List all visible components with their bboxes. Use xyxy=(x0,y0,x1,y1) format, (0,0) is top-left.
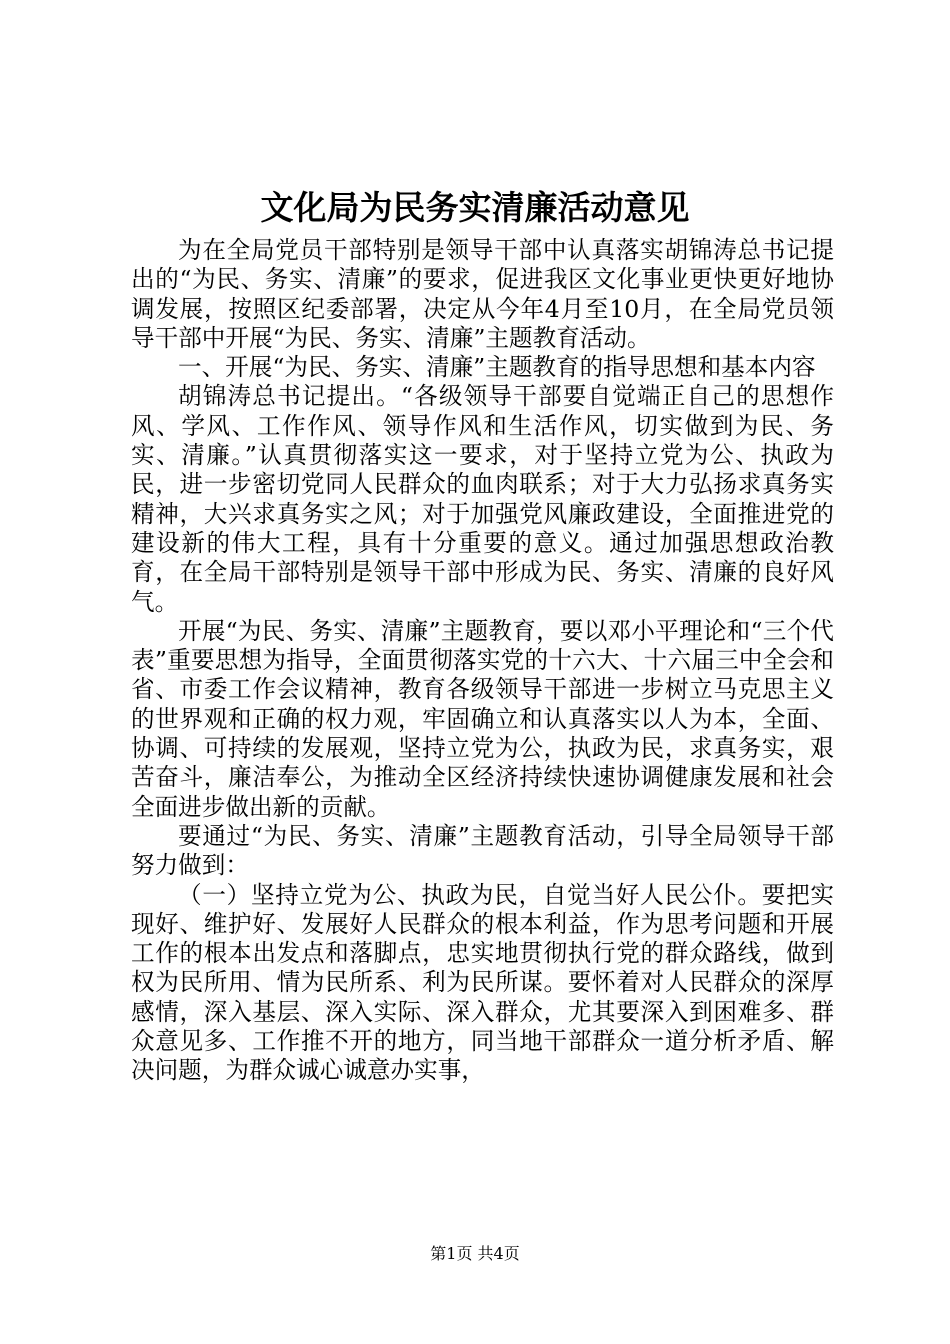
paragraph-guiding-thought: 开展“为民、务实、清廉”主题教育，要以邓小平理论和“三个代表”重要思想为指导，全面贯彻落实党的十六大、十六届三中全会和省、市委工作会议精神，教育各级领导干部进一步树立马克思主义的世界观和正确的权力观，牢固确立和认真落实以人为本，全面、协调、可持续的发展观，坚持立党为公，执政为民，求真务实，艰苦奋斗，廉洁奉公，为推动全区经济持续快速协调健康发展和社会全面进步做出新的贡献。 xyxy=(131,616,834,821)
paragraph-intro: 为在全局党员干部特别是领导干部中认真落实胡锦涛总书记提出的“为民、务实、清廉”的要求，促进我区文化事业更快更好地协调发展，按照区纪委部署，决定从今年4月至10月，在全局党员领导干部中开展“为民、务实、清廉”主题教育活动。 xyxy=(131,236,834,352)
paragraph-section-heading: 一、开展“为民、务实、清廉”主题教育的指导思想和基本内容 xyxy=(178,353,816,382)
page-footer: 第1页 共4页 xyxy=(430,1244,520,1263)
paragraph-goals-intro: 要通过“为民、务实、清廉”主题教育活动，引导全局领导干部努力做到： xyxy=(131,821,834,880)
paragraph-item-one: （一）坚持立党为公、执政为民，自觉当好人民公仆。要把实现好、维护好、发展好人民群众的根本利益，作为思考问题和开展工作的根本出发点和落脚点，忠实地贯彻执行党的群众路线，做到权为民所用、情为民所系、利为民所谋。要怀着对人民群众的深厚感情，深入基层、深入实际、深入群众，尤其要深入到困难多、群众意见多、工作推不开的地方，同当地干部群众一道分析矛盾、解决问题，为群众诚心诚意办实事， xyxy=(131,880,834,1085)
document-body xyxy=(131,236,834,1086)
paragraph-hu-quote: 胡锦涛总书记提出。“各级领导干部要自觉端正自己的思想作风、学风、工作作风、领导作风和生活作风，切实做到为民、务实、清廉。”认真贯彻落实这一要求，对于坚持立党为公、执政为民，进一步密切党同人民群众的血肉联系；对于大力弘扬求真务实精神，大兴求真务实之风；对于加强党风廉政建设，全面推进党的建设新的伟大工程，具有十分重要的意义。通过加强思想政治教育，在全局干部特别是领导干部中形成为民、务实、清廉的良好风气。 xyxy=(131,382,834,616)
document-title: 文化局为民务实清廉活动意见 xyxy=(260,188,690,227)
